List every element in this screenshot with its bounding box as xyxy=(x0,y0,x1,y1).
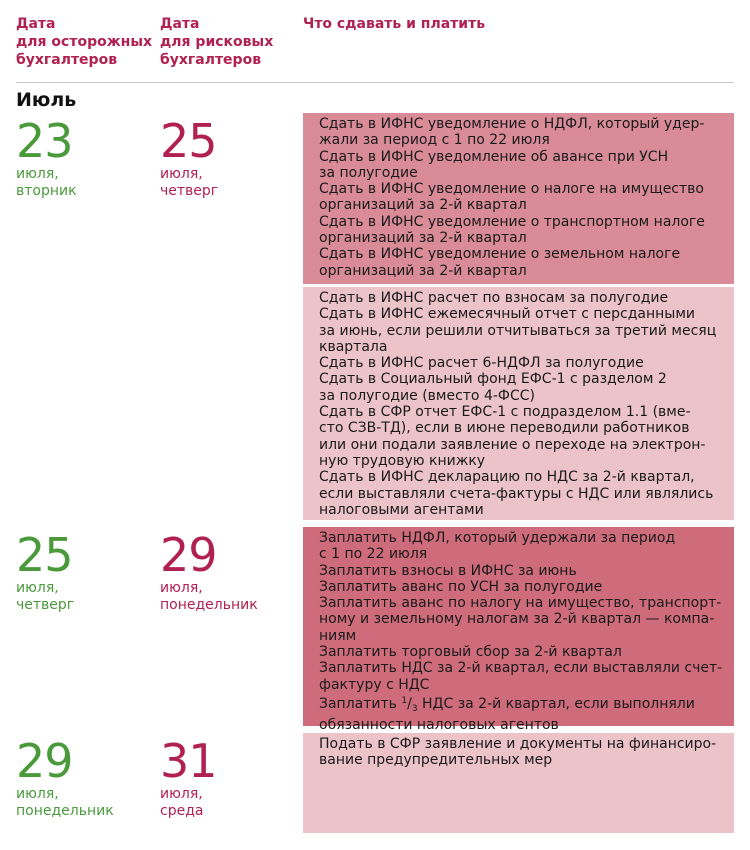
header-what-to-submit xyxy=(303,15,485,33)
task-line: Сдать в ИФНС уведомление о транспортном налоге xyxy=(319,213,705,230)
task-block xyxy=(303,733,734,833)
date-day: 31 xyxy=(160,734,217,788)
task-line: жали за период с 1 по 22 июля xyxy=(319,132,550,149)
task-line: Заплатить взносы в ИФНС за июнь xyxy=(319,562,577,579)
task-line: или они подали заявление о переходе на электрон- xyxy=(319,436,706,453)
date-weekday: вторник xyxy=(16,183,77,199)
date-weekday: четверг xyxy=(16,597,75,613)
date-day: 25 xyxy=(16,528,73,582)
task-line: Заплатить торговый сбор за 2-й квартал xyxy=(319,644,622,661)
date-weekday: понедельник xyxy=(160,597,258,613)
task-item xyxy=(319,579,726,595)
task-line: Заплатить аванс по УСН за полугодие xyxy=(319,578,603,595)
date-weekday: понедельник xyxy=(16,803,114,819)
task-line: за полугодие xyxy=(319,164,418,181)
task-item xyxy=(319,660,726,693)
task-block xyxy=(303,287,734,520)
task-line: Заплатить НДФЛ, который удержали за период xyxy=(319,530,676,546)
task-item xyxy=(319,644,726,660)
task-item xyxy=(319,530,726,563)
task-line: ниям xyxy=(319,627,357,644)
header-risky-date xyxy=(160,15,273,69)
task-line: с 1 по 22 июля xyxy=(319,546,428,563)
careful-date xyxy=(16,116,77,200)
date-day: 23 xyxy=(16,114,73,168)
task-line: за полугодие (вместо 4-ФСС) xyxy=(319,387,535,404)
date-month: июля, xyxy=(160,786,203,802)
task-item xyxy=(319,469,726,518)
task-line: ному и земельному налогам за 2-й квартал — компа- xyxy=(319,611,715,628)
header-careful-date xyxy=(16,15,152,69)
task-item xyxy=(319,595,726,644)
header-text: бухгалтеров xyxy=(160,52,262,68)
risky-date xyxy=(160,530,258,614)
date-weekday: среда xyxy=(160,803,204,819)
task-line: налоговыми агентами xyxy=(319,501,484,518)
task-text: НДС за 2-й квартал, если выполняли xyxy=(417,695,695,712)
task-line: организаций за 2-й квартал xyxy=(319,230,527,247)
task-line xyxy=(319,693,726,717)
task-line: Сдать в ИФНС ежемесячный отчет с персданными xyxy=(319,306,696,323)
task-line: Сдать в ИФНС расчет по взносам за полугодие xyxy=(319,290,669,306)
careful-date xyxy=(16,530,74,614)
task-line: если выставляли счета-фактуры с НДС или являлись xyxy=(319,485,714,502)
task-item xyxy=(319,181,726,214)
task-line: ную трудовую книжку xyxy=(319,452,486,469)
task-line: фактуру с НДС xyxy=(319,676,430,693)
task-line: Сдать в ИФНС расчет 6-НДФЛ за полугодие xyxy=(319,355,644,372)
header-divider xyxy=(16,82,734,83)
task-item xyxy=(319,371,726,404)
task-line: за июнь, если решили отчитываться за третий месяц xyxy=(319,322,717,339)
task-line: Сдать в ИФНС уведомление о НДФЛ, который удер- xyxy=(319,116,705,132)
task-line: Сдать в ИФНС уведомление о налоге на имущество xyxy=(319,181,704,198)
task-line: Заплатить аванс по налогу на имущество, транспорт- xyxy=(319,595,722,612)
task-item xyxy=(319,246,726,279)
date-month: июля, xyxy=(160,580,203,596)
risky-date xyxy=(160,736,217,820)
task-line: Сдать в ИФНС уведомление об авансе при УСН xyxy=(319,148,669,165)
task-block xyxy=(303,527,734,734)
task-line: вание предупредительных мер xyxy=(319,752,553,769)
date-weekday: четверг xyxy=(160,183,219,199)
date-day: 25 xyxy=(160,114,217,168)
task-line: Сдать в ИФНС уведомление о земельном налоге xyxy=(319,246,681,263)
fraction-numerator: 1 xyxy=(401,695,408,706)
task-line: Сдать в Социальный фонд ЕФС-1 с разделом 2 xyxy=(319,371,667,388)
task-line: квартала xyxy=(319,338,388,355)
task-line: обязанности налоговых агентов xyxy=(319,717,559,734)
header-text: Дата xyxy=(160,16,200,32)
date-day: 29 xyxy=(160,528,217,582)
date-month: июля, xyxy=(160,166,203,182)
task-line: организаций за 2-й квартал xyxy=(319,197,527,214)
task-line: организаций за 2-й квартал xyxy=(319,262,527,279)
header-text: Что сдавать и платить xyxy=(303,16,486,32)
date-month: июля, xyxy=(16,580,59,596)
task-item xyxy=(319,306,726,355)
task-item xyxy=(319,116,726,149)
task-item xyxy=(319,404,726,469)
risky-date xyxy=(160,116,218,200)
careful-date xyxy=(16,736,114,820)
task-line: сто СЗВ-ТД), если в июне переводили работников xyxy=(319,420,690,437)
header-text: для осторожных xyxy=(16,34,153,50)
task-item xyxy=(319,736,726,769)
header-text: бухгалтеров xyxy=(16,52,118,68)
task-block xyxy=(303,113,734,284)
task-item xyxy=(319,149,726,182)
month-heading: Июль xyxy=(16,89,77,111)
task-line: Подать в СФР заявление и документы на финансиро- xyxy=(319,736,717,752)
date-month: июля, xyxy=(16,166,59,182)
task-item-fraction xyxy=(319,693,726,734)
task-line: Заплатить НДС за 2-й квартал, если выставляли счет- xyxy=(319,660,723,677)
header-text: для рисковых xyxy=(160,34,274,50)
task-item xyxy=(319,214,726,247)
task-item xyxy=(319,290,726,306)
header-text: Дата xyxy=(16,16,56,32)
fraction-denominator: 3 xyxy=(411,703,418,714)
task-item xyxy=(319,355,726,371)
task-text: Заплатить xyxy=(319,695,402,712)
task-line: Сдать в ИФНС декларацию по НДС за 2-й квартал, xyxy=(319,469,695,486)
fraction-slash: / xyxy=(407,695,412,712)
date-month: июля, xyxy=(16,786,59,802)
task-item xyxy=(319,563,726,579)
task-line: Сдать в СФР отчет ЕФС-1 с подразделом 1.1 (вме- xyxy=(319,404,691,421)
date-day: 29 xyxy=(16,734,73,788)
